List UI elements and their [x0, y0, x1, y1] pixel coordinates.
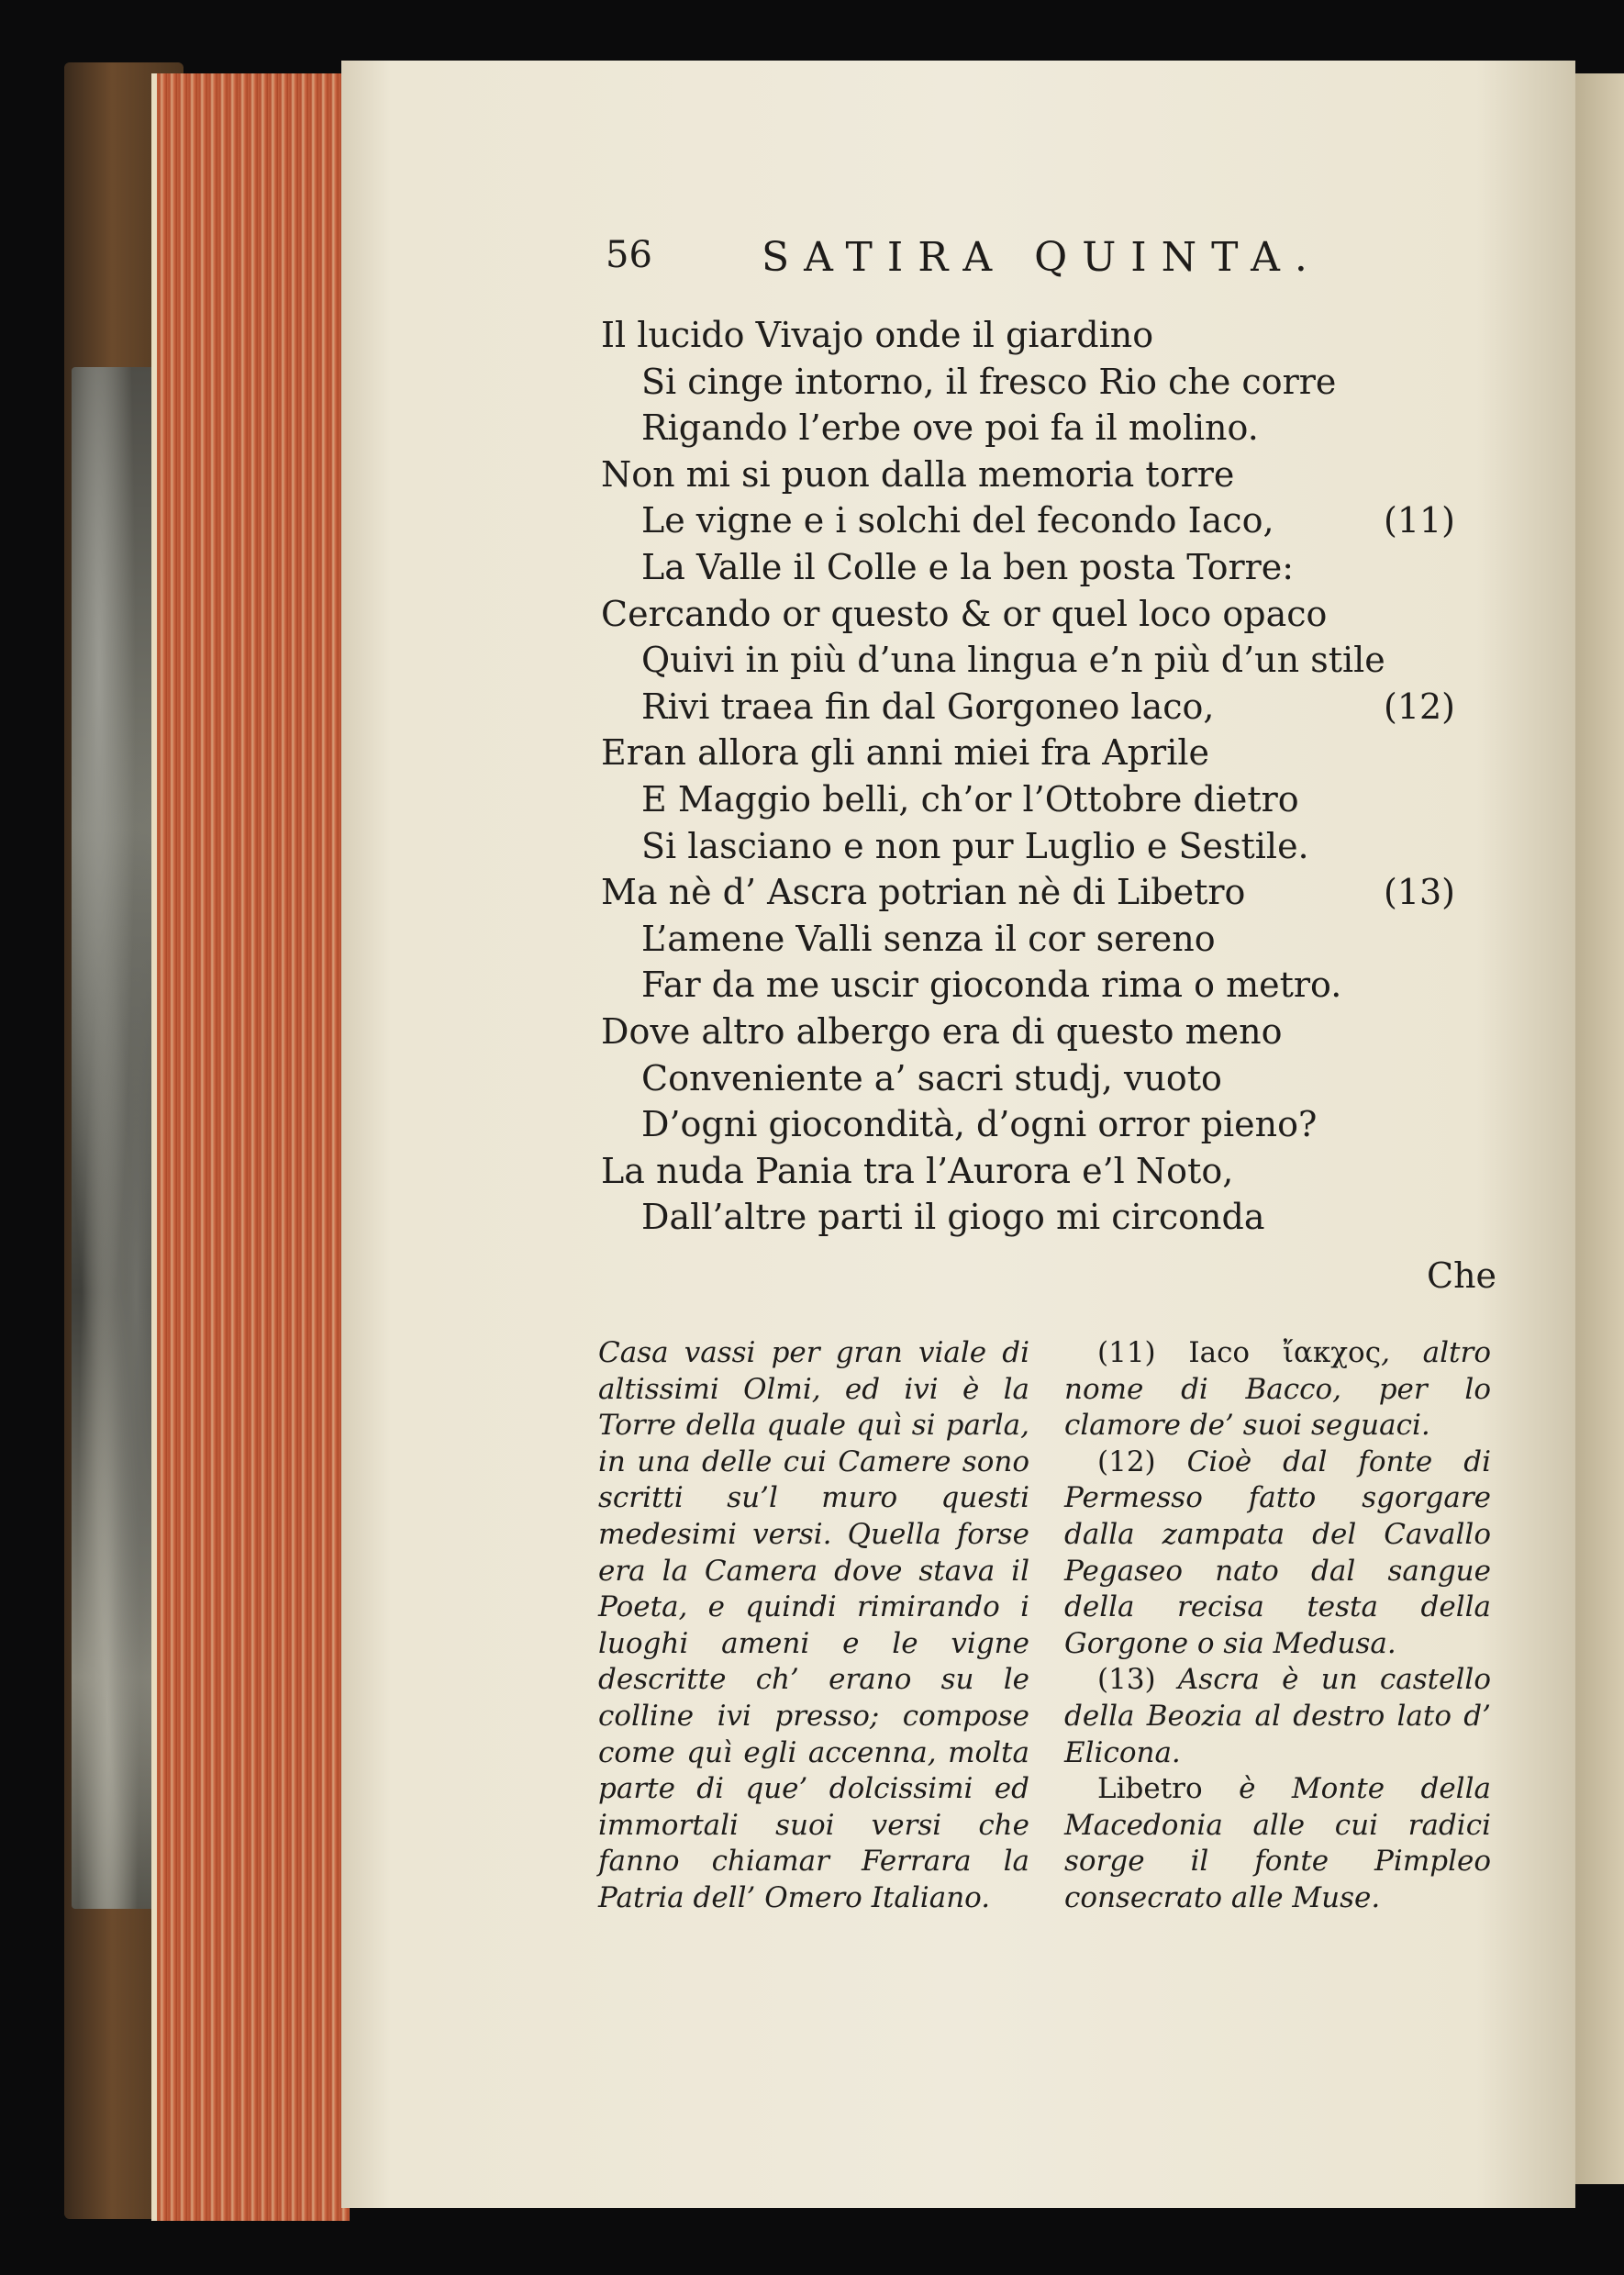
facing-page-edge [1571, 73, 1624, 2184]
verse-block [601, 312, 1473, 1241]
verse-line [601, 591, 1473, 638]
verse-text: Si cinge intorno, il fresco Rio che corre [641, 361, 1337, 402]
verse-text: La Valle il Colle e la ben posta Torre: [641, 546, 1295, 587]
verse-line [601, 1055, 1473, 1102]
verse-text: D’ogni giocondità, d’ogni orror pieno? [641, 1104, 1318, 1145]
verse-line [601, 452, 1473, 498]
verse-line [601, 497, 1473, 544]
verse-text: E Maggio belli, ch’or l’Ottobre dietro [641, 778, 1299, 820]
page-title: SATIRA QUINTA. [762, 234, 1322, 281]
page-number: 56 [606, 234, 652, 276]
verse-line [601, 1101, 1473, 1148]
verse-text: Cercando or questo & or quel loco opaco [601, 593, 1328, 634]
footnotes-left [598, 1335, 1029, 1917]
footnote-text: è Monte della Macedonia alle cui radici sorge il fonte Pimpleo consecrato alle Muse. [1064, 1772, 1491, 1914]
verse-line [601, 544, 1473, 591]
footnote-number: (13) [1097, 1663, 1178, 1697]
note-marker: (13) [1384, 872, 1456, 913]
footnote-number: (12) [1097, 1444, 1187, 1478]
note-marker: (12) [1384, 686, 1456, 727]
verse-line [601, 359, 1473, 406]
footnote [1064, 1662, 1491, 1771]
verse-line [601, 312, 1473, 359]
verse-text: Rigando l’erbe ove poi fa il molino. [641, 407, 1259, 449]
verse-line [601, 962, 1473, 1009]
verse-text: L’amene Valli senza il cor sereno [641, 918, 1216, 959]
verse-line [601, 1194, 1473, 1241]
catchword: Che [1427, 1255, 1497, 1296]
footnote-number: Libetro [1097, 1772, 1240, 1806]
page-edges [151, 73, 350, 2221]
verse-line [601, 405, 1473, 452]
footnotes-right [1064, 1335, 1491, 1917]
verse-line [601, 776, 1473, 823]
verse-text: Dove altro albergo era di questo meno [601, 1010, 1283, 1052]
verse-text: Non mi si puon dalla memoria torre [601, 453, 1235, 495]
verse-text: Conveniente a’ sacri studj, vuoto [641, 1057, 1222, 1098]
verse-line [601, 684, 1473, 730]
marbled-board [72, 367, 163, 1909]
greek-word: ἴακχος [1282, 1336, 1382, 1369]
footnote-continued: Casa vassi per gran viale di altissimi Olmi, ed ivi è la Torre della quale quì si parla, in una delle cui Camere sono scritti su’l muro questi medesimi versi. Quella forse era la Camera dove stava il Poeta, e quindi rimirando i luoghi ameni e le vigne descritte ch’ erano su le colline ivi presso; compose come quì egli accenna, molta parte di que’ dolcissimi ed immortali suoi versi che fanno chiamar Ferrara la Patria dell’ Omero Italiano. [598, 1336, 1029, 1914]
footnote [1064, 1444, 1491, 1663]
note-marker: (11) [1384, 500, 1456, 541]
verse-line [601, 823, 1473, 870]
verse-line [601, 869, 1473, 916]
verse-text: Dall’altre parti il giogo mi circonda [641, 1197, 1265, 1238]
footnote [1064, 1335, 1491, 1444]
verse-text: Eran allora gli anni miei fra Aprile [601, 732, 1209, 774]
verse-line [601, 730, 1473, 776]
verse-text: Si lasciano e non pur Luglio e Sestile. [641, 825, 1309, 866]
verse-text: La nuda Pania tra l’Aurora e’l Noto, [601, 1150, 1234, 1191]
footnote-text: Ascra è un castello della Beozia al destro lato d’ Elicona. [1064, 1663, 1491, 1769]
verse-line [601, 1009, 1473, 1055]
verse-text: Ma nè d’ Ascra potrian nè di Libetro [601, 872, 1246, 913]
verse-text: Rivi traea fin dal Gorgoneo laco, [641, 686, 1215, 727]
verse-line [601, 916, 1473, 963]
verse-text: Quivi in più d’una lingua e’n più d’un stile [641, 640, 1385, 681]
footnote-text: Cioè dal fonte di Permesso fatto sgorgare dalla zampata del Cavallo Pegaseo nato dal sangue della recisa testa della Gorgone o sia Medusa. [1064, 1444, 1491, 1660]
verse-text: Far da me uscir gioconda rima o metro. [641, 965, 1342, 1006]
verse-text: Le vigne e i solchi del fecondo Iaco, [641, 500, 1274, 541]
verse-line [601, 1148, 1473, 1195]
verse-line [601, 637, 1473, 684]
footnote-number: (11) Iaco [1097, 1336, 1283, 1369]
footnote [1064, 1771, 1491, 1916]
footnote-text: , altro nome di Bacco, per lo clamore de’ suoi seguaci. [1064, 1336, 1491, 1443]
verse-text: Il lucido Vivajo onde il giardino [601, 315, 1154, 355]
